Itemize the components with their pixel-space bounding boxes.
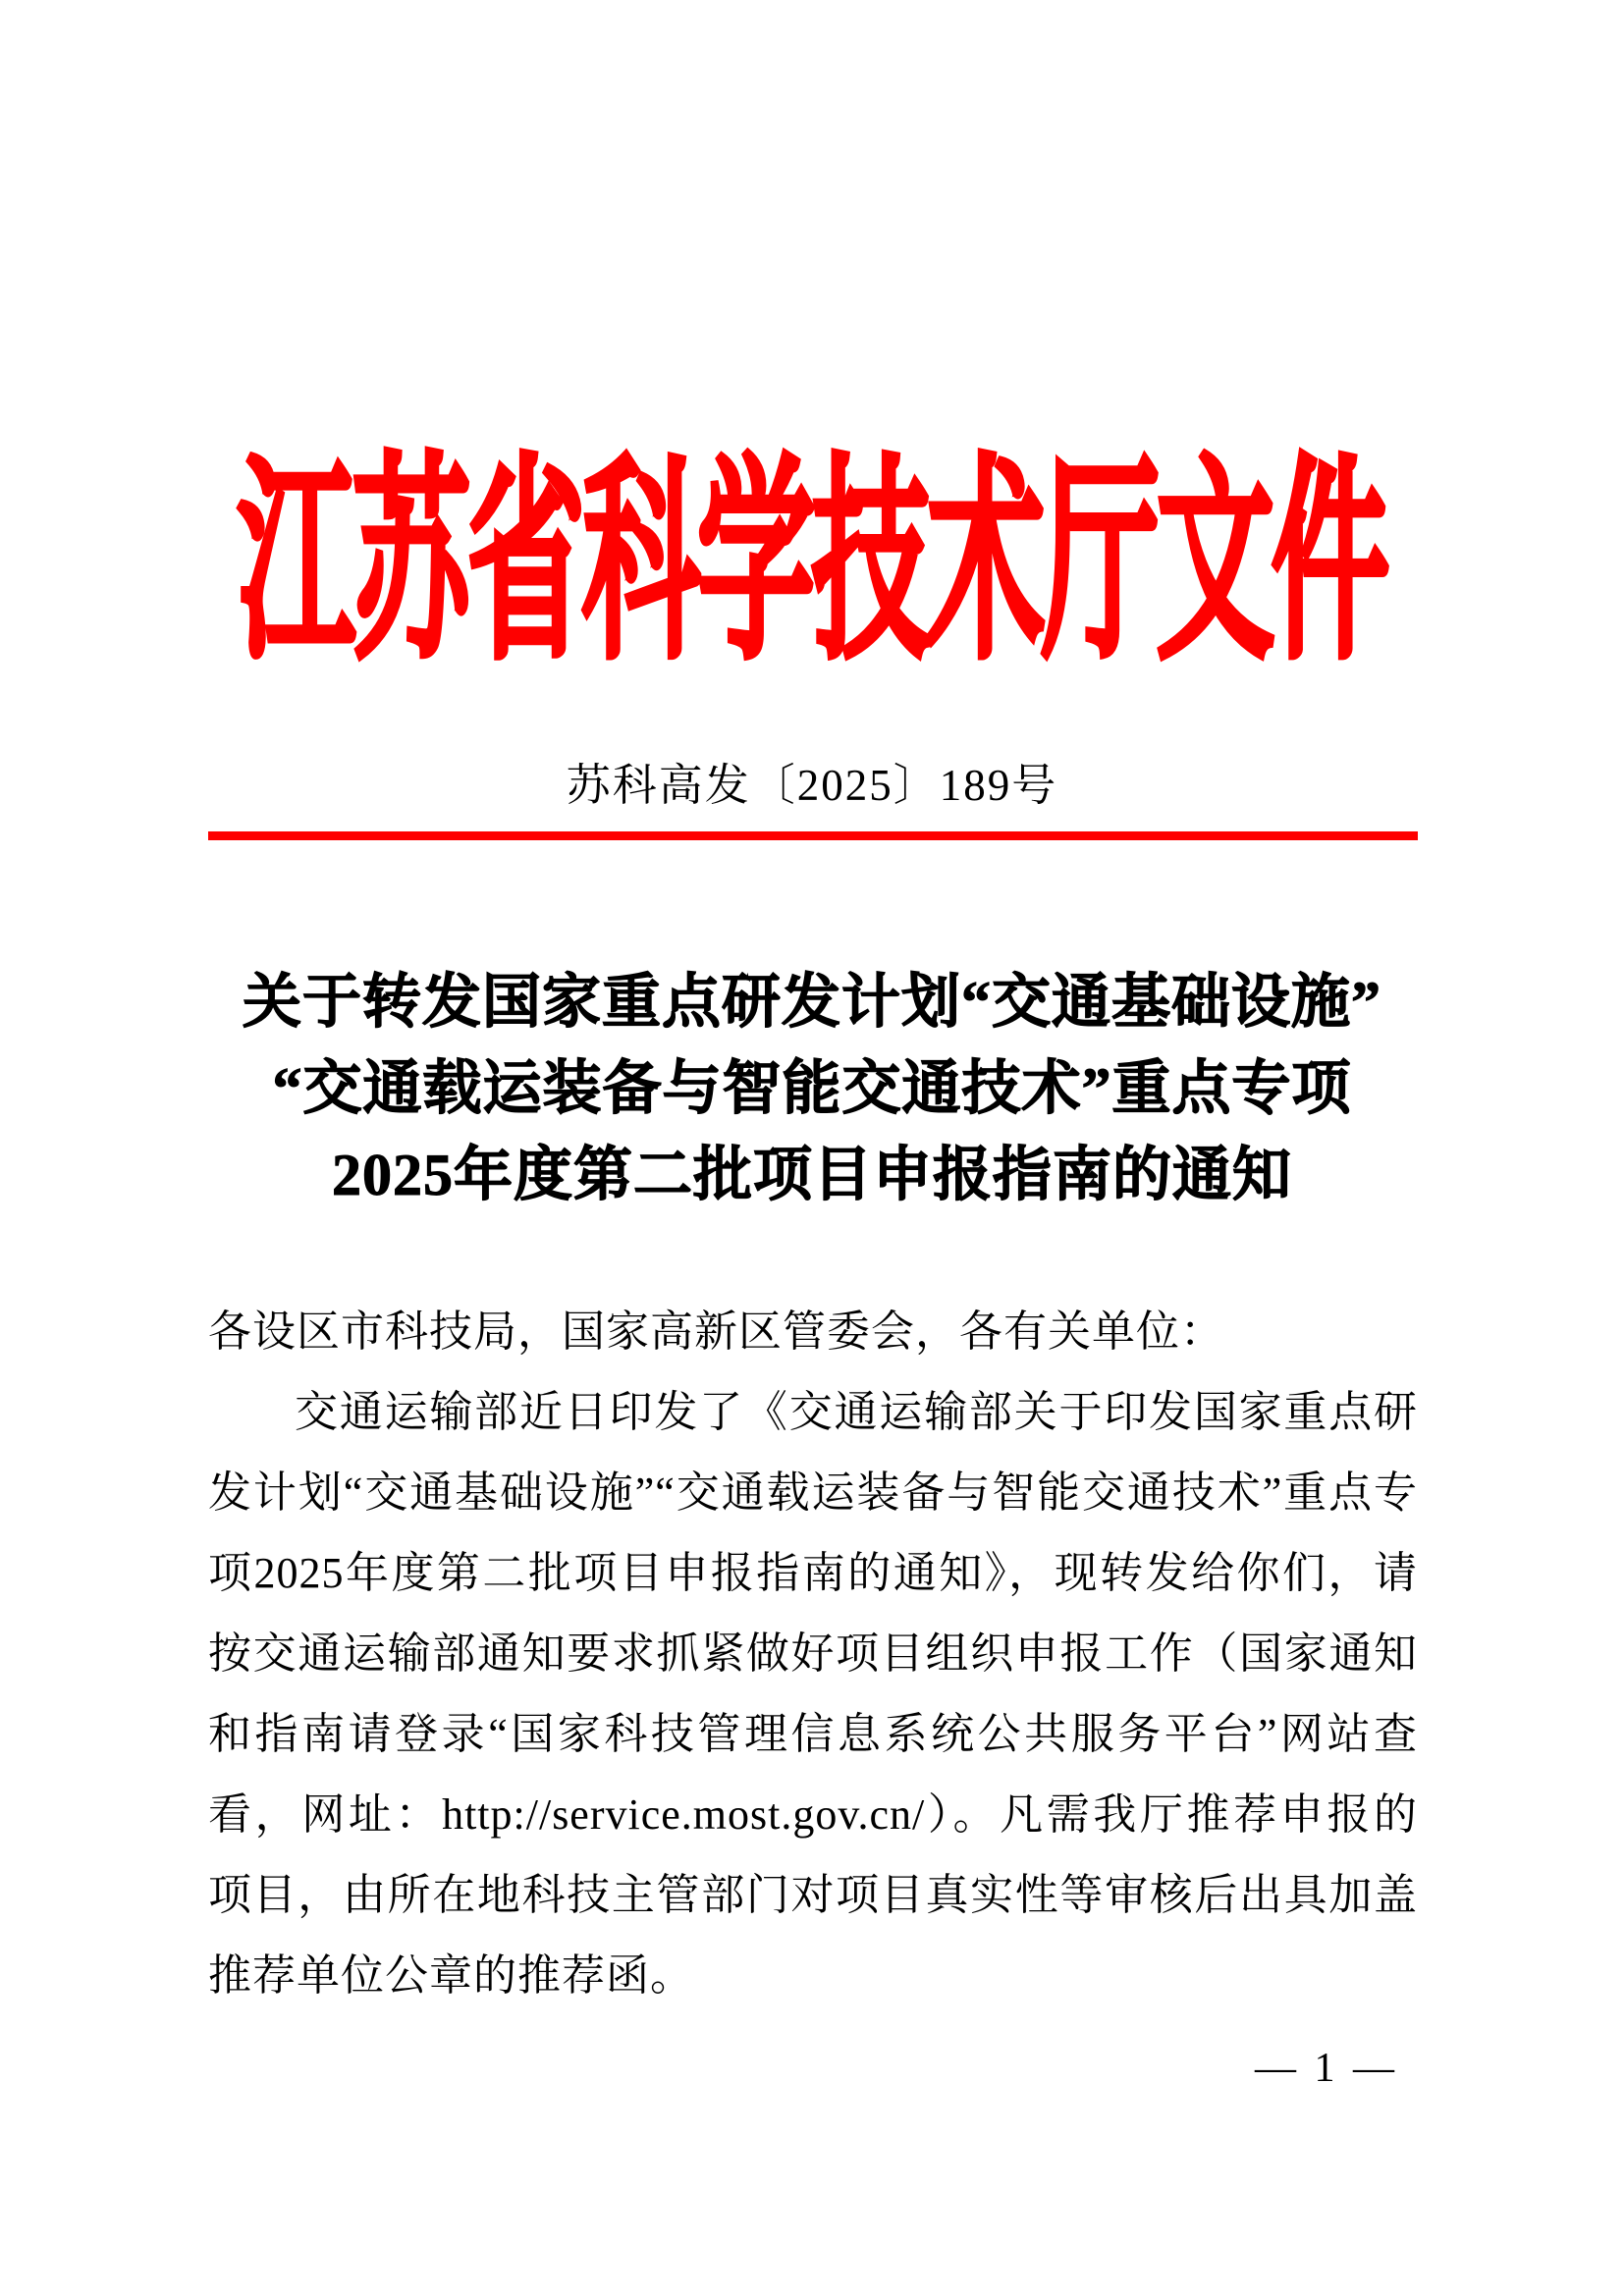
- document-title-line-3: 2025年度第二批项目申报指南的通知: [332, 1143, 1292, 1207]
- agency-banner: [0, 437, 1624, 692]
- document-title: [0, 959, 1624, 1218]
- doc-number: 苏科高发〔2025〕189号: [566, 761, 1058, 810]
- red-divider-line: [208, 831, 1418, 840]
- salutation-line: 各设区市科技局，国家高新区管委会，各有关单位：: [208, 1308, 1224, 1356]
- document-title-line-1: 关于转发国家重点研发计划“交通基础设施”: [243, 970, 1381, 1035]
- document-body: [208, 1292, 1418, 2016]
- document-title-line-2: “交通载运装备与智能交通技术”重点专项: [272, 1056, 1352, 1121]
- agency-title: 江苏省科学技术厅文件: [238, 443, 1386, 685]
- body-paragraph: 交通运输部近日印发了《交通运输部关于印发国家重点研发计划“交通基础设施”“交通载运装备与智能交通技术”重点专项2025年度第二批项目申报指南的通知》，现转发给你们，请按交通运输部通知要求抓紧做好项目组织申报工作（国家通知和指南请登录“国家科技管理信息系统公共服务平台”网站查看，网址：http://service.most.gov.cn/）。凡需我厅推荐申报的项目，由所在地科技主管部门对项目真实性等审核后出具加盖推荐单位公章的推荐函。: [208, 1388, 1418, 2000]
- page-number: — 1 —: [1255, 2046, 1398, 2091]
